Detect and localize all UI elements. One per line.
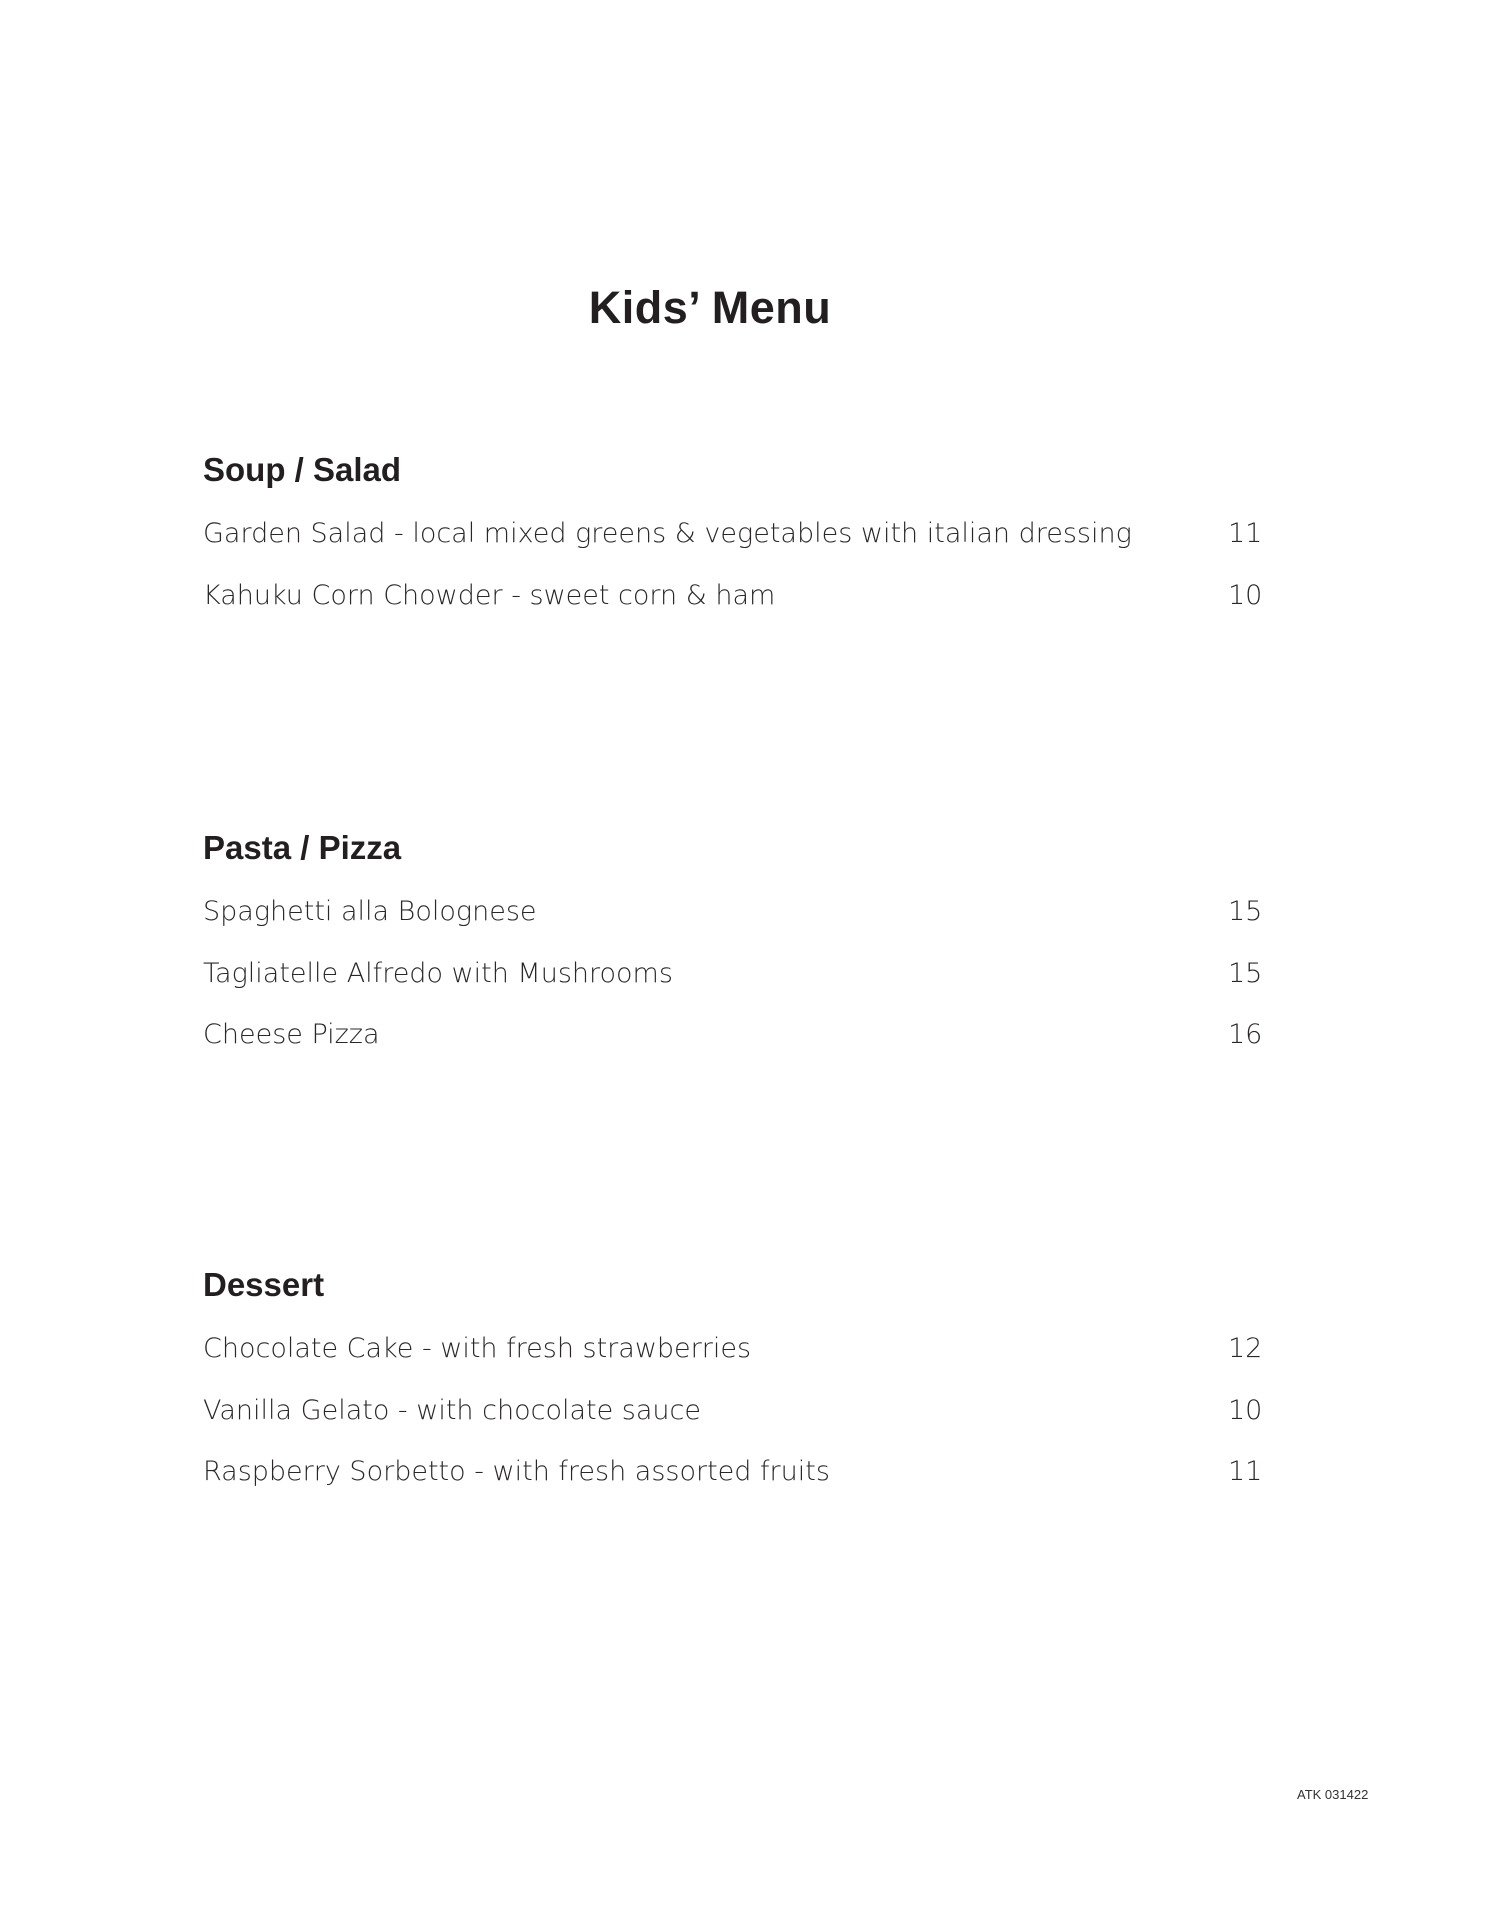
- menu-item: [203, 512, 1263, 574]
- item-price: 10: [1228, 579, 1263, 611]
- menu-item: [203, 574, 1263, 636]
- item-price: 10: [1228, 1394, 1263, 1426]
- footer-code: ATK 031422: [1297, 1787, 1369, 1802]
- menu-item: [203, 952, 1263, 1014]
- menu-item: [203, 890, 1263, 952]
- item-name: Spaghetti alla Bolognese: [203, 896, 537, 927]
- section-heading: Soup / Salad: [203, 451, 402, 488]
- item-price: 15: [1228, 896, 1263, 927]
- menu-item: [203, 1389, 1263, 1451]
- section-heading: Dessert: [203, 1266, 325, 1303]
- item-list: [203, 512, 1263, 635]
- section-soup-salad: [203, 448, 1263, 635]
- item-price: 15: [1228, 957, 1263, 989]
- item-price: 16: [1228, 1019, 1263, 1050]
- item-price: 12: [1228, 1333, 1263, 1364]
- section-heading: Pasta / Pizza: [203, 829, 402, 866]
- item-price: 11: [1228, 518, 1263, 549]
- item-name: Cheese Pizza: [203, 1019, 380, 1050]
- menu-item: [203, 1327, 1263, 1389]
- item-name: Chocolate Cake - with fresh strawberries: [203, 1333, 752, 1364]
- item-name: Vanilla Gelato - with chocolate sauce: [203, 1394, 701, 1426]
- item-list: [203, 890, 1263, 1075]
- item-price: 11: [1228, 1456, 1263, 1487]
- item-list: [203, 1327, 1263, 1512]
- menu-item: [203, 1450, 1263, 1512]
- item-name: Garden Salad - local mixed greens & vegetables with italian dressing: [203, 518, 1132, 549]
- menu-title: Kids’ Menu: [588, 282, 832, 333]
- menu-item: [203, 1013, 1263, 1075]
- item-name: Raspberry Sorbetto - with fresh assorted fruits: [203, 1456, 830, 1487]
- item-name: Tagliatelle Alfredo with Mushrooms: [203, 957, 673, 989]
- section-pasta-pizza: [203, 826, 1263, 1075]
- section-dessert: [203, 1263, 1263, 1512]
- item-name: Kahuku Corn Chowder - sweet corn & ham: [203, 579, 776, 611]
